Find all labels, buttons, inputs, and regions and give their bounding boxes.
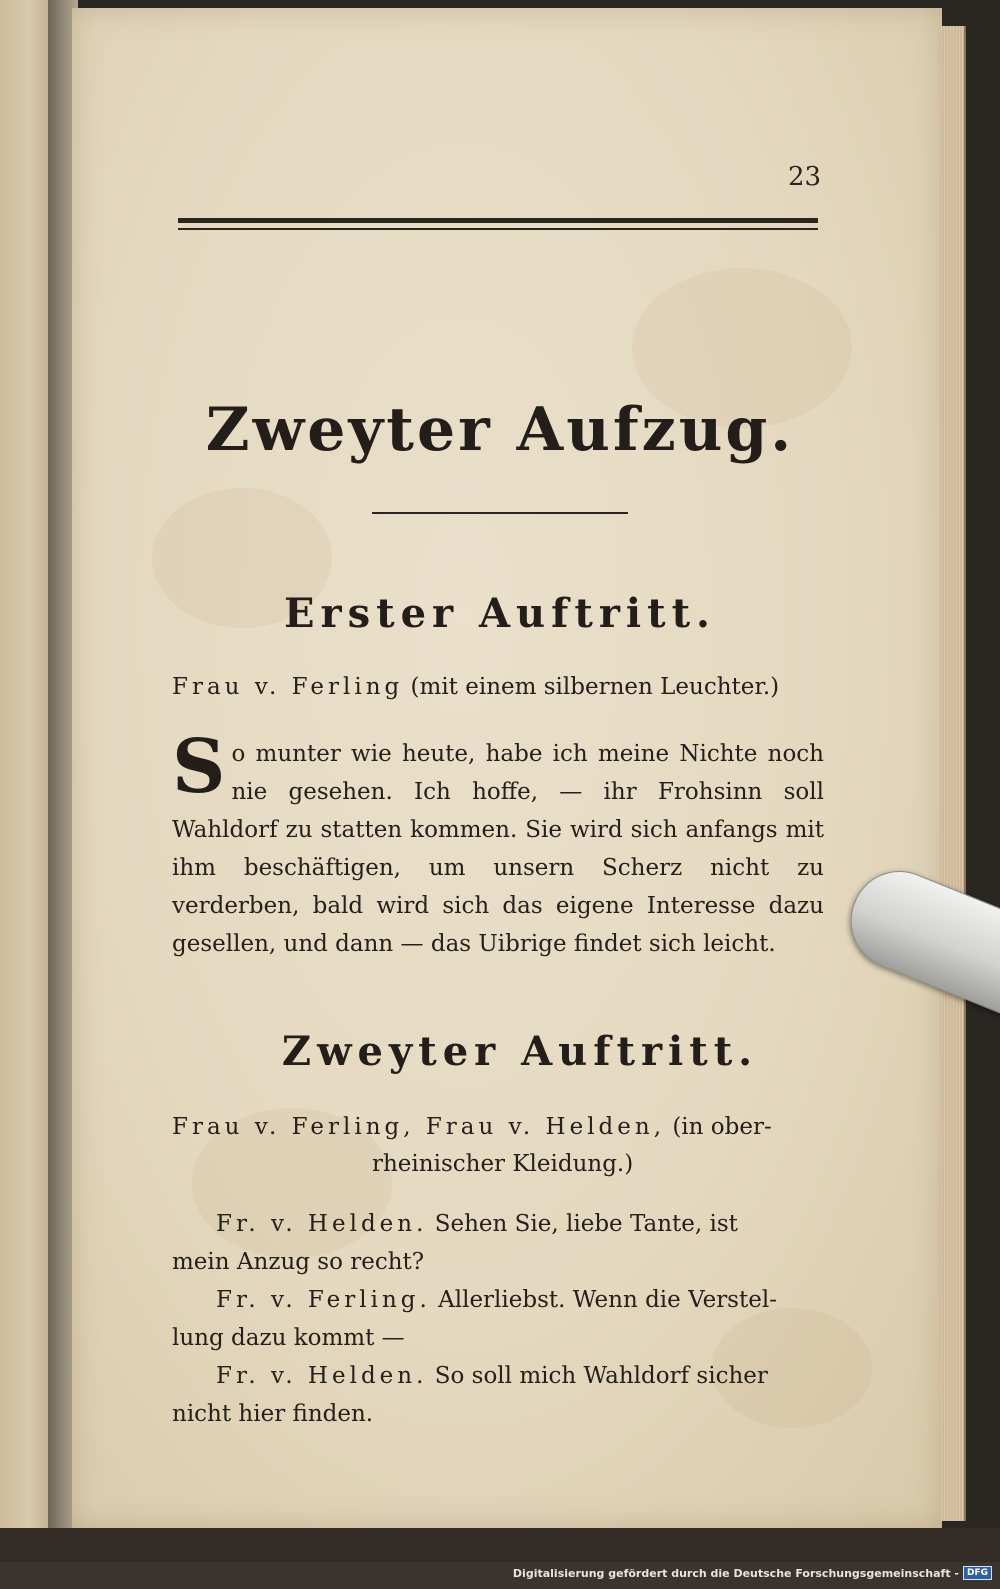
scene2-title: Zweyter Auftritt. [281, 1028, 759, 1075]
dialogue-speaker: Fr. v. Ferling. [216, 1287, 431, 1313]
dialogue-line [172, 1281, 868, 1319]
header-rule-thick [178, 218, 818, 223]
scene2-stage-direction-a: (in ober- [672, 1114, 772, 1140]
dialogue-continuation: lung dazu kommt — [172, 1325, 405, 1351]
dialogue-line [172, 1357, 868, 1395]
dfg-logo: DFG [963, 1566, 992, 1580]
scene1-title: Erster Auftritt. [284, 590, 716, 637]
dialogue-text: Allerliebst. Wenn die Verstel- [438, 1287, 777, 1313]
act-title: Zweyter Aufzug. [205, 395, 795, 465]
header-rule-thin [178, 228, 818, 230]
scene1-speech [172, 724, 824, 963]
dialogue-continuation: mein Anzug so recht? [172, 1249, 425, 1275]
scene1-speaker: Frau v. Ferling [172, 674, 404, 700]
dialogue-continuation: nicht hier finden. [172, 1401, 374, 1427]
scene2-stage-direction-b: rheinischer Kleidung.) [372, 1151, 634, 1177]
page-number: 23 [788, 162, 822, 192]
dialogue-speaker: Fr. v. Helden. [216, 1363, 428, 1389]
digitization-credit [513, 1566, 992, 1580]
scene2-characters: Frau v. Ferling, Frau v. Helden, [172, 1114, 666, 1140]
dialogue-text: Sehen Sie, liebe Tante, ist [434, 1211, 738, 1237]
scene1-speech-text: o munter wie heute, habe ich meine Nichte noch nie gesehen. Ich hoffe, — ihr Frohsinn soll Wahldorf zu statten kommen. Sie wird sich anfangs mit ihm beschäftigen, um unsern Scherz nicht zu verderben, bald wird sich das eigene Interesse dazu gesellen, und dann — das Uibrige findet sich leicht. [172, 741, 824, 957]
scan-background [0, 1528, 1000, 1562]
dialogue-line [172, 1205, 868, 1243]
dialogue-speaker: Fr. v. Helden. [216, 1211, 428, 1237]
scene1-stage-line [172, 668, 832, 706]
previous-page-edge [0, 0, 52, 1560]
credit-text: Digitalisierung gefördert durch die Deutsche Forschungsgemeinschaft - [512, 1566, 959, 1580]
page-block-edges [940, 26, 966, 1521]
scene1-stage-direction: (mit einem silbernen Leuchter.) [410, 674, 780, 700]
scene2-stage-line [172, 1108, 824, 1146]
act-divider-rule [372, 512, 628, 514]
dialogue-text: So soll mich Wahldorf sicher [434, 1363, 768, 1389]
drop-cap: S [172, 724, 226, 810]
